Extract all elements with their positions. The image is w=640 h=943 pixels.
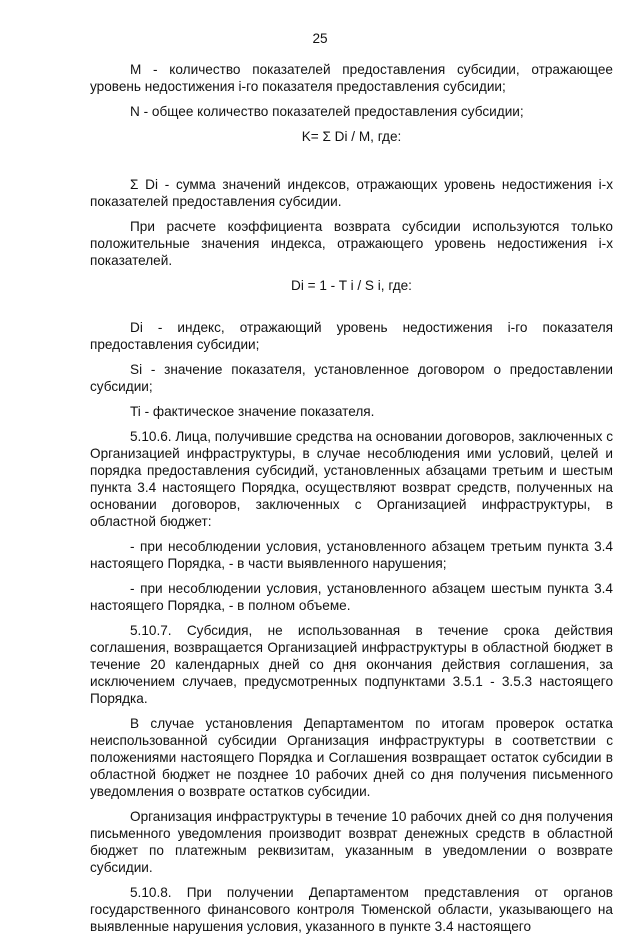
formula-k: K= Σ Di / M, где: bbox=[301, 129, 402, 144]
paragraph-refund-procedure: Организация инфраструктуры в течение 10 рабочих дней со дня получения письменного уведомления производит возврат денежных средств в областной бюджет по платежным реквизитам, указанным в уведомлении о возврате субсидии. bbox=[90, 809, 613, 875]
clause-5-10-8: 5.10.8. При получении Департаментом представления от органов государственного финансового контроля Тюменской области, указывающего на выявленные нарушения условия, указанного в пункте 3.4 настоящего bbox=[90, 885, 613, 934]
paragraph-n-definition: N - общее количество показателей предоставления субсидии; bbox=[130, 104, 524, 119]
paragraph-sum-di-definition: Σ Di - сумма значений индексов, отражающих уровень недостижения i-х показателей предоставления субсидии. bbox=[90, 177, 613, 209]
clause-5-10-6: 5.10.6. Лица, получившие средства на основании договоров, заключенных с Организацией инфраструктуры, в случае несоблюдения ими условий, целей и порядка предоставления субсидий, установленных абзацами третьим и шестым пункта 3.4 настоящего Порядка, осуществляют возврат средств, полученных на основании договоров, заключенных с Организацией инфраструктуры, в областной бюджет: bbox=[90, 429, 613, 529]
list-item-sixth-paragraph: - при несоблюдении условия, установленного абзацем шестым пункта 3.4 настоящего Порядка, - в полном объеме. bbox=[90, 581, 613, 613]
paragraph-positive-values: При расчете коэффициента возврата субсидии используются только положительные значения индекса, отражающего уровень недостижения i-х показателей. bbox=[90, 219, 613, 268]
list-item-third-paragraph: - при несоблюдении условия, установленного абзацем третьим пункта 3.4 настоящего Порядка, - в части выявленного нарушения; bbox=[90, 539, 613, 571]
paragraph-si-definition: Si - значение показателя, установленное договором о предоставлении субсидии; bbox=[90, 362, 613, 394]
formula-di: Di = 1 - T i / S i, где: bbox=[291, 278, 412, 293]
paragraph-m-definition: M - количество показателей предоставления субсидии, отражающее уровень недостижения i-го показателя предоставления субсидии; bbox=[90, 62, 613, 94]
clause-5-10-7: 5.10.7. Субсидия, не использованная в течение срока действия соглашения, возвращается Организацией инфраструктуры в областной бюджет в течение 20 календарных дней со дня окончания действия соглашения, за исключением случаев, предусмотренных подпунктами 3.5.1 - 3.5.3 настоящего Порядка. bbox=[90, 623, 613, 706]
page-number: 25 bbox=[312, 31, 328, 46]
paragraph-ti-definition: Ti - фактическое значение показателя. bbox=[130, 404, 375, 419]
document-body bbox=[90, 61, 613, 943]
paragraph-remaining-subsidy: В случае установления Департаментом по итогам проверок остатка неиспользованной субсидии Организация инфраструктуры в соответствии с положениями настоящего Порядка и Соглашения возвращает остаток субсидии в областной бюджет не позднее 10 рабочих дней со дня получения письменного уведомления о возврате остатков субсидии. bbox=[90, 716, 613, 799]
paragraph-di-definition: Di - индекс, отражающий уровень недостижения i-го показателя предоставления субсидии; bbox=[90, 320, 613, 352]
